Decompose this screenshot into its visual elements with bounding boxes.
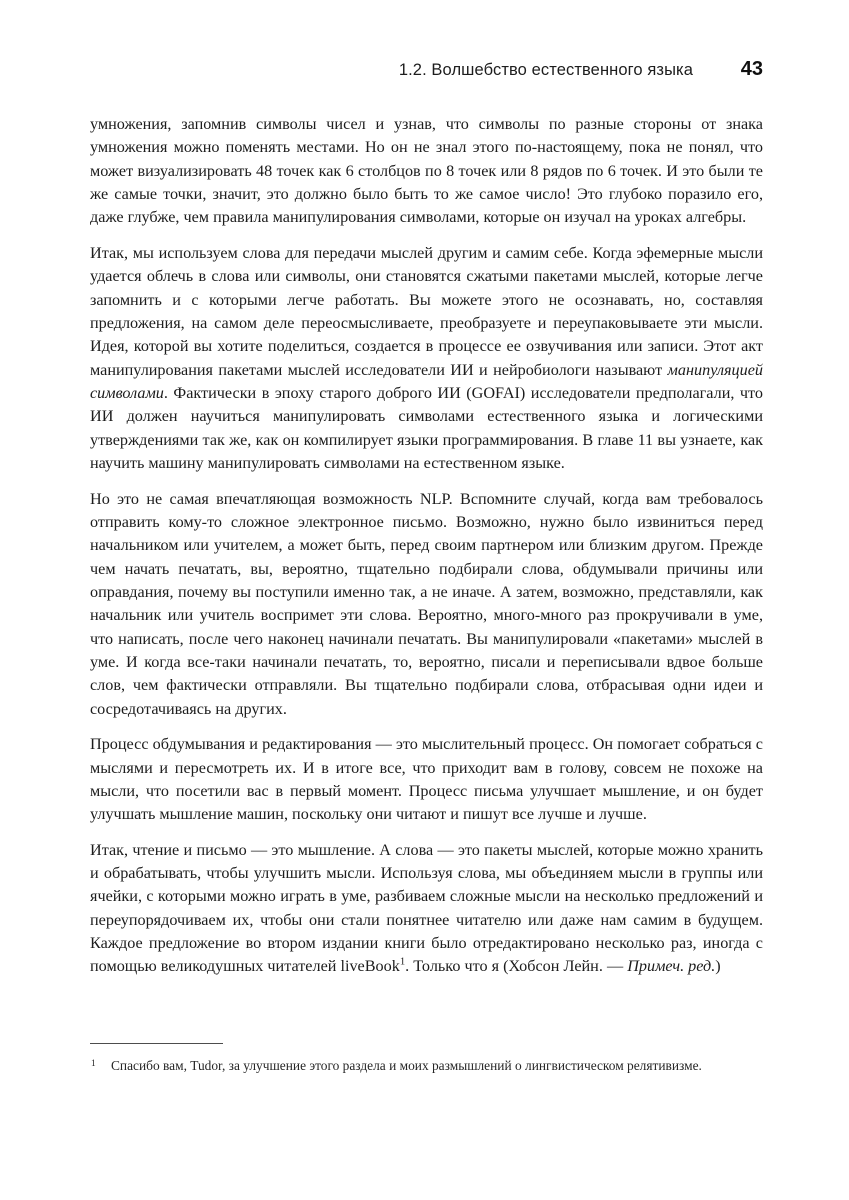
paragraph: Итак, чтение и письмо — это мышление. А слова — это пакеты мыслей, которые можно хранить и обрабатывать, чтобы улучшить мысли. Используя слова, мы объединяем мысли в группы или ячейки, с которыми можно играть в уме, разбиваем сложные мысли на несколько предложений и переупорядочиваем их, чтобы они стали понятнее читателю или даже нам самим в будущем. Каждое предложение во втором издании книги было отредактировано несколько раз, иногда с помощью великодушных читателей liveBook$^1$. Только что я (Хобсон Лейн. — Примеч. ред.) (90, 840, 763, 976)
footnote-text: Спасибо вам, Tudor, за улучшение этого раздела и моих размышлений о лингвистическом релятивизме. (111, 1058, 702, 1073)
paragraph: умножения, запомнив символы чисел и узнав, что символы по разные стороны от знака умножения можно поменять местами. Но он не знал этого по-настоящему, пока не понял, что может визуализировать 48 точек как 6 столбцов по 8 точек или 8 рядов по 6 точек. И это были те же самые точки, значит, это должно было быть то же самое число! Это глубоко поразило его, даже глубже, чем правила манипулирования символами, которые он изучал на уроках алгебры. (90, 115, 763, 227)
footnote-area (90, 1043, 763, 1076)
footnote-separator-rule (90, 1043, 223, 1044)
footnote (90, 1056, 763, 1076)
page-number: 43 (740, 58, 763, 80)
running-head-section-title: 1.2. Волшебство естественного языка (398, 61, 693, 79)
footnote-marker: 1 (91, 1059, 96, 1069)
running-head (90, 58, 763, 81)
body-text-column (90, 113, 763, 979)
paragraph: Процесс обдумывания и редактирования — это мыслительный процесс. Он помогает собраться с мыслями и пересмотреть их. И в итоге все, что приходит вам в голову, совсем не похоже на мысли, что посетили вас в первый момент. Процесс письма улучшает мышление, и он будет улучшать мышление машин, поскольку они читают и пишут все лучше и лучше. (90, 735, 763, 824)
paragraph: Итак, мы используем слова для передачи мыслей другим и самим себе. Когда эфемерные мысли удается облечь в слова или символы, они становятся сжатыми пакетами мыслей, которые легче запомнить и с которыми легче работать. Вы можете этого не осознавать, но, составляя предложения, на самом деле переосмысливаете, преобразуете и переупаковываете эти мысли. Идея, которой вы хотите поделиться, создается в процессе ее озвучивания или записи. Этот акт манипулирования пакетами мыслей исследователи ИИ и нейробиологи называют манипуляцией символами. Фактически в эпоху старого доброго ИИ (GOFAI) исследователи предполагали, что ИИ должен научиться манипулировать символами естественного языка и логическими утверждениями так же, как он компилирует языки программирования. В главе 11 вы узнаете, как научить машину манипулировать символами на естественном языке. (90, 243, 763, 472)
paragraph: Но это не самая впечатляющая возможность NLP. Вспомните случай, когда вам требовалось отправить кому-то сложное электронное письмо. Возможно, нужно было извиниться перед начальником или учителем, а может быть, перед своим партнером или близким другом. Прежде чем начать печатать, вы, вероятно, тщательно подбирали слова, обдумывали причины или оправдания, почему вы поступили именно так, а не иначе. А затем, возможно, представляли, как начальник или учитель воспримет эти слова. Вероятно, много-много раз прокручивали в уме, что написать, после чего наконец начинали печатать. Вы манипулировали «пакетами» мыслей в уме. И когда все-таки начинали печатать, то, вероятно, писали и переписывали вдвое больше слов, чем фактически отправляли. Вы тщательно подбирали слова, отбрасывая одни идеи и сосредотачиваясь на других. (90, 489, 763, 718)
